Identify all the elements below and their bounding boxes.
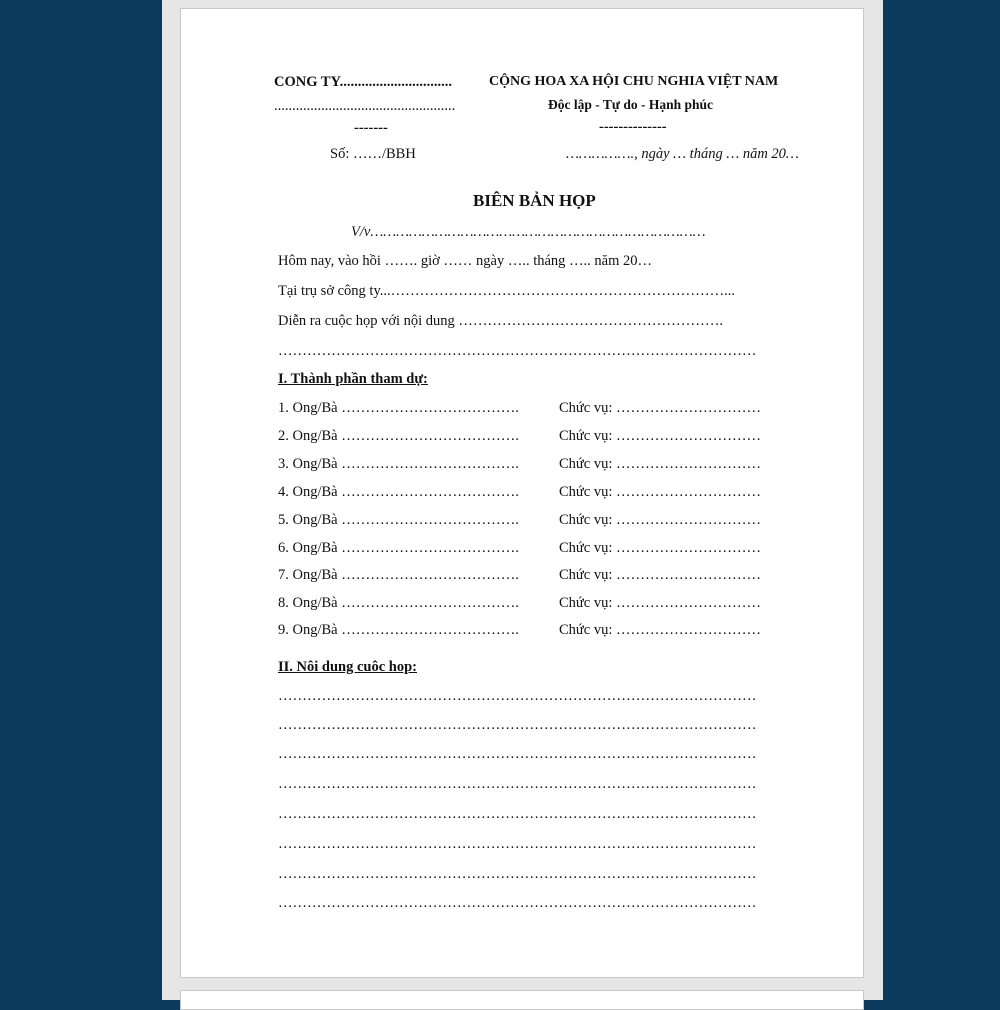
content-blank-line: ……………………………………………………………………………………… bbox=[278, 718, 757, 733]
subject-line: V/v…………………………………………………………………… bbox=[351, 224, 706, 240]
company-label: CONG TY............................... bbox=[274, 74, 453, 90]
content-blank-line: ……………………………………………………………………………………… bbox=[278, 807, 757, 822]
attendee-position-line: Chức vụ: ………………………… bbox=[559, 513, 761, 528]
attendee-name-line: 1. Ông/Bà ………………………………. bbox=[278, 401, 519, 416]
attendee-position-line: Chức vụ: ………………………… bbox=[559, 485, 761, 500]
section-attendees-heading: I. Thành phần tham dự: bbox=[278, 371, 428, 387]
meeting-place-line: Tại trụ sở công ty...……………………………………………………………... bbox=[278, 284, 736, 299]
attendee-name-line: 2. Ông/Bà ………………………………. bbox=[278, 429, 519, 444]
attendee-name-line: 9. Ong/Bà ………………………………. bbox=[278, 623, 519, 638]
meeting-content-line: Diễn ra cuộc họp với nội dung ………………………………………………. bbox=[278, 314, 724, 329]
attendee-position-line: Chức vụ: ………………………… bbox=[559, 429, 761, 444]
content-blank-line: ……………………………………………………………………………………… bbox=[278, 777, 757, 792]
attendee-position-line: Chức vụ: ………………………… bbox=[559, 623, 761, 638]
date-line: ……………., ngày … tháng … năm 20… bbox=[566, 146, 799, 162]
document-number: Số: ……/BBH bbox=[330, 146, 416, 162]
attendee-name-line: 7. Ông/Bà ………………………………. bbox=[278, 568, 519, 583]
content-blank-line: ……………………………………………………………………………………… bbox=[278, 747, 757, 762]
document-viewer[interactable] bbox=[162, 0, 883, 1000]
content-blank-line: ……………………………………………………………………………………… bbox=[278, 896, 757, 911]
content-blank-line: ……………………………………………………………………………………… bbox=[278, 867, 757, 882]
attendee-name-line: 8. Ông/Bà ………………………………. bbox=[278, 596, 519, 611]
content-blank-line: ……………………………………………………………………………………… bbox=[278, 689, 757, 704]
motto-divider: -------------- bbox=[599, 119, 667, 135]
national-motto: Độc lập - Tự do - Hạnh phúc bbox=[548, 97, 714, 112]
section-content-heading: II. Nôi dung cuôc hop: bbox=[278, 659, 417, 675]
attendee-position-line: Chức vụ: ………………………… bbox=[559, 401, 761, 416]
next-page-edge bbox=[180, 990, 864, 1010]
attendee-position-line: Chức vụ: ………………………… bbox=[559, 596, 761, 611]
attendee-position-line: Chức vụ: ………………………… bbox=[559, 541, 761, 556]
attendee-position-line: Chức vụ: ………………………… bbox=[559, 568, 761, 583]
attendee-name-line: 4. Ông/Bà ………………………………. bbox=[278, 485, 519, 500]
attendee-name-line: 6. Ông/Bà ………………………………. bbox=[278, 541, 519, 556]
attendee-name-line: 5. Ông/Bà ………………………………. bbox=[278, 513, 519, 528]
republic-title: CỘNG HOA XA HỘI CHU NGHIA VIỆT NAM bbox=[489, 74, 779, 89]
attendee-position-line: Chức vụ: ………………………… bbox=[559, 457, 761, 472]
document-title: BIÊN BẢN HỌP bbox=[473, 191, 596, 210]
company-divider: ------- bbox=[354, 120, 388, 136]
meeting-time-line: Hôm nay, vào hồi ……. giờ …… ngày ….. tháng ….. năm 20… bbox=[278, 253, 653, 269]
company-line: .................................................. bbox=[274, 98, 456, 114]
blank-line: ……………………………………………………………………………………… bbox=[278, 344, 757, 359]
content-blank-line: ……………………………………………………………………………………… bbox=[278, 837, 757, 852]
attendee-name-line: 3. Ông/Bà ………………………………. bbox=[278, 457, 519, 472]
document-page bbox=[180, 8, 864, 978]
